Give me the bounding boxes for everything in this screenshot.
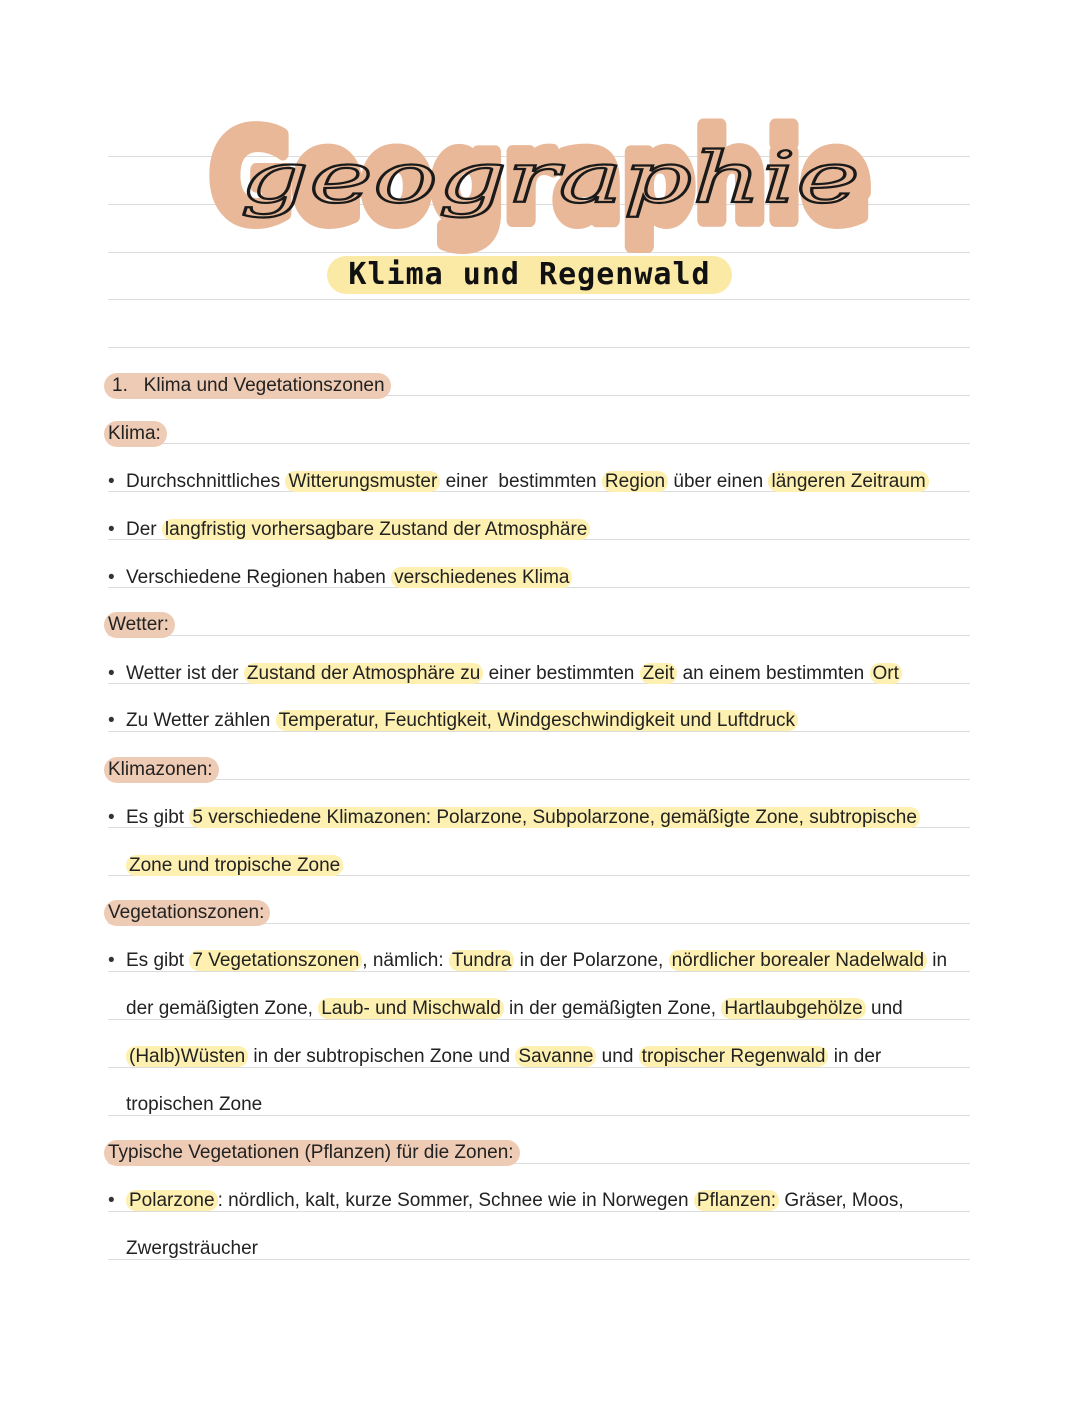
highlight: verschiedenes Klima bbox=[391, 567, 572, 588]
klimazonen-heading bbox=[104, 757, 219, 783]
wetter-heading-label: Wetter: bbox=[104, 612, 175, 638]
vegetationszonen-line-2 bbox=[126, 996, 903, 1022]
typisch-line-2 bbox=[126, 1236, 258, 1262]
title-script-text: geographie bbox=[240, 137, 860, 219]
highlight: 5 verschiedene Klimazonen: Polarzone, Subpolarzone, gemäßigte Zone, subtropische bbox=[189, 807, 920, 828]
klima-heading bbox=[104, 421, 167, 447]
highlight: Zone und tropische Zone bbox=[126, 855, 343, 876]
vegetationszonen-line-4 bbox=[126, 1092, 262, 1118]
highlight: Laub- und Mischwald bbox=[318, 998, 504, 1019]
wetter-heading bbox=[104, 612, 175, 638]
text: Der bbox=[126, 519, 162, 540]
wetter-bullet-2 bbox=[126, 708, 798, 734]
section-heading-label: 1. Klima und Vegetationszonen bbox=[104, 373, 391, 399]
text: Verschiedene Regionen haben bbox=[126, 567, 392, 588]
bullet-icon: • bbox=[108, 807, 115, 828]
text: : nördlich, kalt, kurze Sommer, Schnee wie in Norwegen bbox=[217, 1190, 694, 1211]
vegetationszonen-bullet-1 bbox=[126, 948, 947, 974]
highlight: 7 Vegetationszonen bbox=[189, 950, 362, 971]
vegetationszonen-line-3 bbox=[126, 1044, 881, 1070]
highlight: Polarzone bbox=[126, 1190, 218, 1211]
typisch-heading bbox=[104, 1140, 520, 1166]
text: und bbox=[865, 998, 903, 1019]
wetter-bullet-1 bbox=[126, 661, 902, 687]
text: in der gemäßigten Zone, bbox=[503, 998, 722, 1019]
highlight: Temperatur, Feuchtigkeit, Windgeschwindigkeit und Luftdruck bbox=[276, 710, 798, 731]
text: der gemäßigten Zone, bbox=[126, 998, 319, 1019]
title-art bbox=[180, 90, 900, 260]
klima-bullet-3 bbox=[126, 565, 572, 591]
highlight: langfristig vorhersagbare Zustand der Atmosphäre bbox=[162, 519, 590, 540]
highlight: tropischer Regenwald bbox=[639, 1046, 829, 1067]
highlight: Zeit bbox=[640, 663, 678, 684]
klimazonen-bullet-1-cont bbox=[126, 853, 343, 879]
text: Es gibt bbox=[126, 950, 190, 971]
text: einer bestimmten bbox=[483, 663, 640, 684]
highlight: Hartlaubgehölze bbox=[721, 998, 865, 1019]
highlight: Savanne bbox=[515, 1046, 596, 1067]
highlight: Pflanzen: bbox=[694, 1190, 779, 1211]
bullet-icon: • bbox=[108, 471, 115, 492]
highlight: längeren Zeitraum bbox=[768, 471, 928, 492]
text: an einem bestimmten bbox=[677, 663, 870, 684]
text: und bbox=[596, 1046, 639, 1067]
highlight: Region bbox=[602, 471, 668, 492]
text: einer bestimmten bbox=[440, 471, 602, 492]
text: in der subtropischen Zone und bbox=[248, 1046, 516, 1067]
text: über einen bbox=[668, 471, 769, 492]
page-title bbox=[180, 90, 900, 260]
text: in bbox=[927, 950, 948, 971]
klimazonen-heading-label: Klimazonen: bbox=[104, 757, 219, 783]
text: Gräser, Moos, bbox=[779, 1190, 904, 1211]
highlight: (Halb)Wüsten bbox=[126, 1046, 248, 1067]
bullet-icon: • bbox=[108, 1190, 115, 1211]
text: , nämlich: bbox=[362, 950, 449, 971]
vegetationszonen-heading bbox=[104, 900, 270, 926]
text: Durchschnittliches bbox=[126, 471, 286, 492]
highlight: Ort bbox=[870, 663, 902, 684]
klima-bullet-2 bbox=[126, 517, 590, 543]
highlight: Witterungsmuster bbox=[285, 471, 440, 492]
typisch-bullet-1 bbox=[126, 1188, 904, 1214]
bullet-icon: • bbox=[108, 710, 115, 731]
highlight: Tundra bbox=[449, 950, 515, 971]
text: Es gibt bbox=[126, 807, 190, 828]
text: Wetter ist der bbox=[126, 663, 244, 684]
highlight: Zustand der Atmosphäre zu bbox=[244, 663, 483, 684]
text: Zu Wetter zählen bbox=[126, 710, 276, 731]
section-heading bbox=[104, 373, 391, 399]
subtitle: Klima und Regenwald bbox=[327, 256, 732, 294]
bullet-icon: • bbox=[108, 950, 115, 971]
typisch-heading-label: Typische Vegetationen (Pflanzen) für die Zonen: bbox=[104, 1140, 520, 1166]
text: tropischen Zone bbox=[126, 1094, 263, 1115]
klimazonen-bullet-1 bbox=[126, 805, 920, 831]
highlight: nördlicher borealer Nadelwald bbox=[669, 950, 927, 971]
klima-heading-label: Klima: bbox=[104, 421, 167, 447]
bullet-icon: • bbox=[108, 519, 115, 540]
vegetationszonen-heading-label: Vegetationszonen: bbox=[104, 900, 270, 926]
text: in der bbox=[828, 1046, 882, 1067]
bullet-icon: • bbox=[108, 663, 115, 684]
klima-bullet-1 bbox=[126, 469, 929, 495]
text: in der Polarzone, bbox=[514, 950, 669, 971]
title-bubble-text: Geographie bbox=[210, 106, 870, 250]
text: Zwergsträucher bbox=[126, 1238, 258, 1259]
bullet-icon: • bbox=[108, 567, 115, 588]
